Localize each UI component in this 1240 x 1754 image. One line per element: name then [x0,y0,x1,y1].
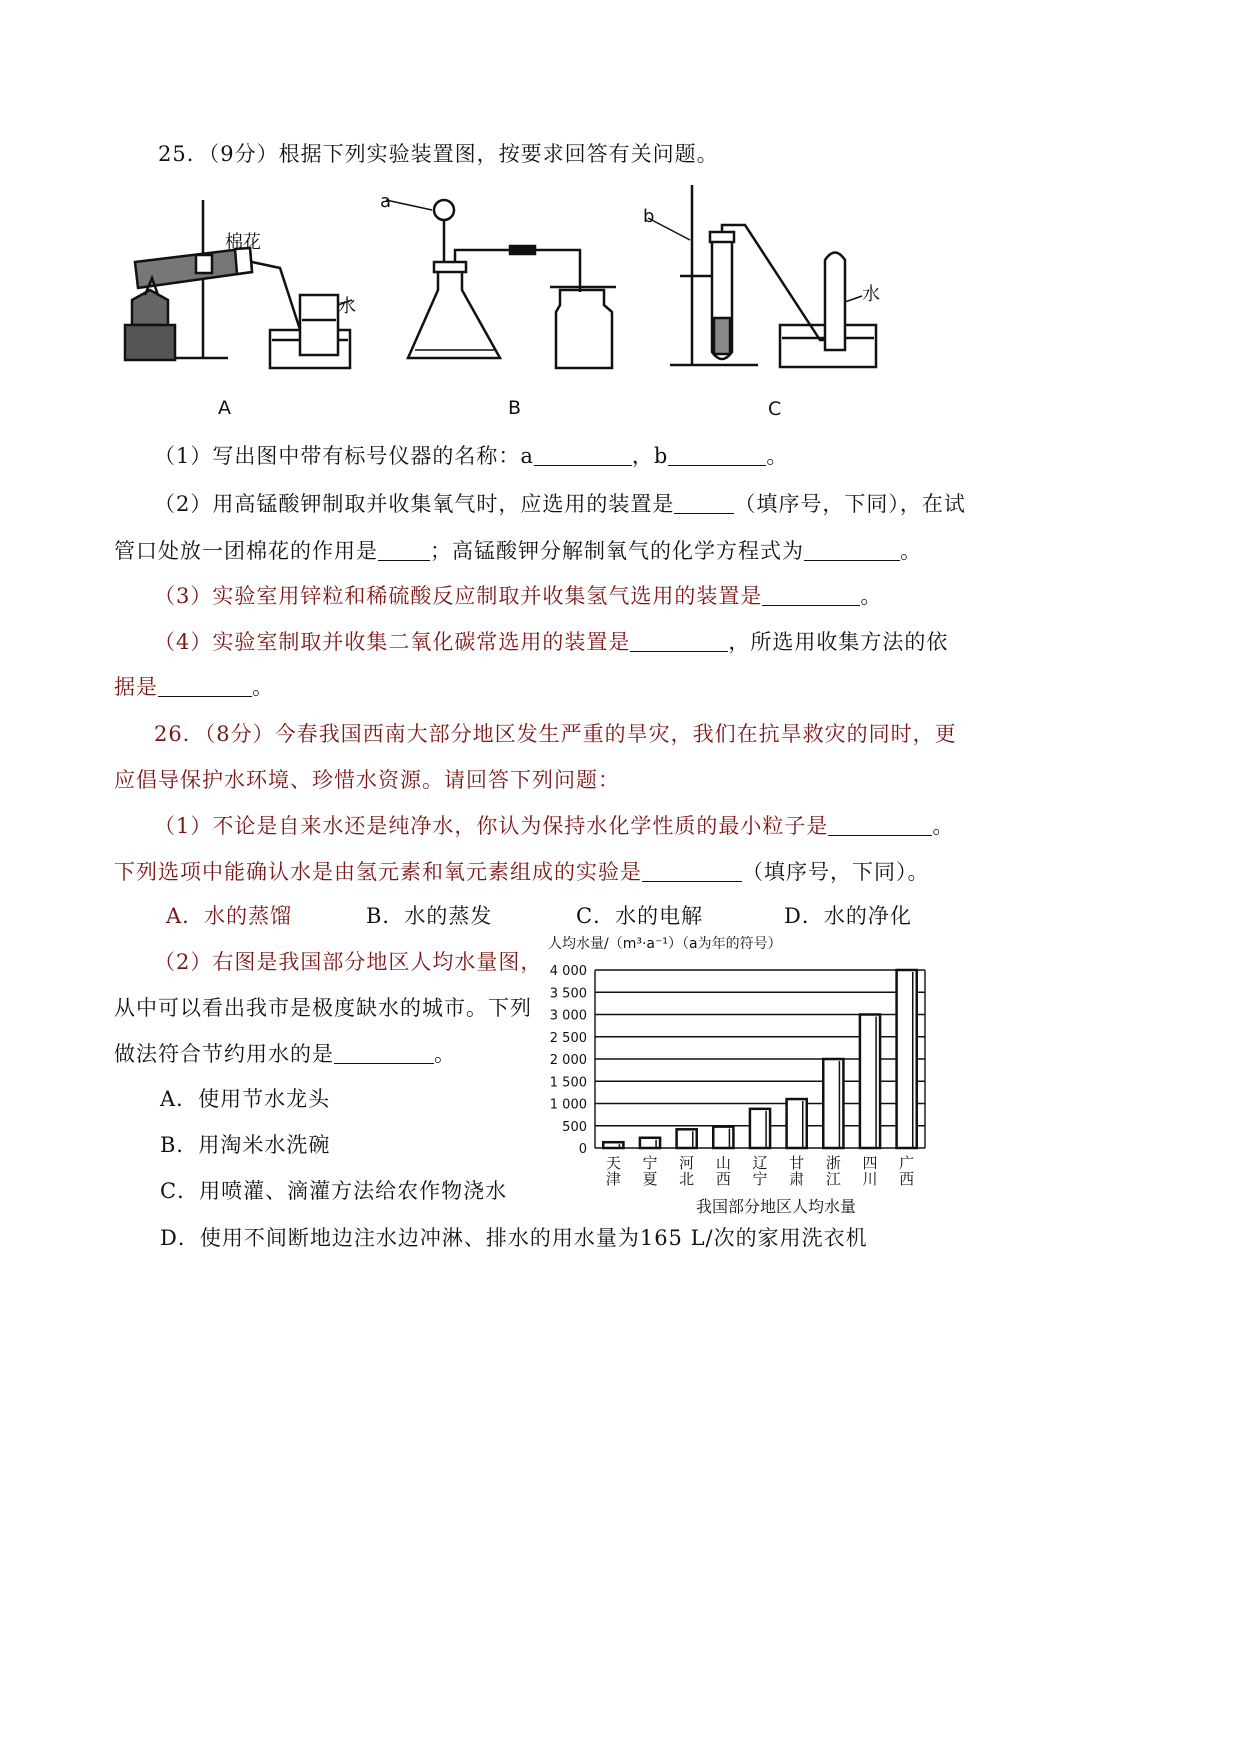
option-c-electrolysis: C．水的电解 [576,904,704,928]
water-per-capita-chart [540,930,960,1220]
answer-blank-2a[interactable] [674,493,734,514]
answer-blank-26-1b[interactable] [642,861,742,882]
x-tick-label-8-0: 广 [899,1154,915,1172]
q25-part4-after: ，所选用收集方法的依 [728,630,949,654]
label-b: b [643,206,655,227]
label-water-a: 水 [338,296,356,317]
q25-part2 [154,488,966,518]
x-tick-label-7-1: 川 [862,1170,878,1188]
q26-part1b-text: 下列选项中能确认水是由氢元素和氧元素组成的实验是 [114,860,642,884]
x-tick-label-6-0: 浙 [825,1154,841,1172]
x-tick-label-0-0: 天 [605,1154,621,1172]
bar-7 [860,1015,880,1149]
q25-part4b-text: 据是 [114,675,158,699]
q25-part4 [154,626,948,656]
y-tick-label: 2 000 [549,1053,587,1068]
y-tick-label: 1 000 [549,1097,587,1113]
bar-3 [713,1127,733,1148]
q26-title [154,718,957,748]
q26-title-text: 26．（8分）今春我国西南大部分地区发生严重的旱灾，我们在抗旱救灾的同时，更 [154,722,957,746]
x-tick-label-4-1: 宁 [752,1170,768,1188]
option2-b: B．用淘米水洗碗 [160,1133,331,1157]
q26-part2c-end: 。 [434,1042,456,1066]
q25-part4b-end: 。 [252,675,274,699]
y-tick-label: 3 000 [549,1008,587,1024]
q25-part1 [154,440,788,470]
q25-part1-end: 。 [766,444,789,468]
bar-6 [823,1059,843,1148]
q25-part1-mid: ，b [631,444,669,468]
option2-d: D．使用不间断地边注水边冲淋、排水的用水量为165 L/次的家用洗衣机 [160,1226,868,1250]
q26-part1 [154,810,954,840]
answer-blank-26-1[interactable] [828,815,932,836]
option2-c: C．用喷灌、滴灌方法给农作物浇水 [160,1179,508,1203]
q25-part3 [154,580,882,610]
q26-part1b-after: （填序号，下同）。 [742,860,930,884]
option-d-purification: D．水的净化 [784,904,912,928]
y-tick-label: 4 000 [549,964,587,979]
caption-a: A [218,397,231,419]
answer-blank-4a[interactable] [630,631,728,652]
y-tick-label: 2 500 [549,1030,587,1046]
x-tick-label-6-1: 江 [825,1170,841,1188]
apparatus-figure [0,0,1240,460]
q25-part2b-text: 管口处放一团棉花的作用是 [114,539,378,563]
label-cotton: 棉花 [225,232,261,253]
q26-part1-end: 。 [932,814,955,838]
q26-part2c-text: 做法符合节约用水的是 [114,1042,334,1066]
q25-title: 25．（9分）根据下列实验装置图，按要求回答有关问题。 [158,142,719,166]
q26-title2: 应倡导保护水环境、珍惜水资源。请回答下列问题： [114,768,620,792]
q25-part1-text: （1）写出图中带有标号仪器的名称：a [154,444,534,468]
bar-4 [750,1109,770,1148]
bar-0 [603,1142,623,1148]
q25-part2b-mid: ；高锰酸钾分解制氧气的化学方程式为 [430,539,804,563]
answer-blank-4b[interactable] [158,676,252,697]
q26-part2c [114,1038,456,1068]
bar-2 [677,1129,697,1148]
x-tick-label-3-0: 山 [715,1154,731,1172]
x-tick-label-7-0: 四 [862,1154,878,1172]
q26-part2a: （2）右图是我国部分地区人均水量图， [154,950,543,974]
q26-part2b: 从中可以看出我市是极度缺水的城市。下列 [114,996,532,1020]
option2-a: A．使用节水龙头 [160,1087,331,1111]
caption-b: B [508,397,522,419]
answer-blank-2b[interactable] [378,540,430,561]
x-tick-label-0-1: 津 [605,1170,621,1188]
q25-part2-text: （2）用高锰酸钾制取并收集氧气时，应选用的装置是 [154,492,675,516]
q25-part3-end: 。 [860,584,883,608]
y-tick-label: 1 500 [549,1075,587,1091]
x-tick-label-5-0: 甘 [789,1154,805,1172]
q26-part1b [114,856,930,886]
x-tick-label-5-1: 肃 [789,1170,805,1188]
q25-part3-text: （3）实验室用锌粒和稀硫酸反应制取并收集氢气选用的装置是 [154,584,763,608]
q25-part2-after: （填序号，下同），在试 [734,492,966,516]
x-tick-label-2-1: 北 [679,1170,695,1188]
y-tick-label: 500 [562,1119,587,1135]
x-tick-label-1-0: 宁 [642,1154,658,1172]
option-a-distillation: A．水的蒸馏 [166,904,293,928]
label-water-c: 水 [862,284,880,305]
y-tick-label: 0 [578,1142,587,1157]
answer-blank-3[interactable] [762,585,860,606]
label-a: a [380,191,392,212]
x-tick-label-3-1: 西 [715,1170,731,1188]
q25-part4-text: （4）实验室制取并收集二氧化碳常选用的装置是 [154,630,631,654]
caption-c: C [768,398,782,420]
x-tick-label-4-0: 辽 [752,1154,768,1172]
q26-part1-text: （1）不论是自来水还是纯净水，你认为保持水化学性质的最小粒子是 [154,814,829,838]
bar-5 [787,1099,807,1148]
q25-part2b-end: 。 [900,539,922,563]
x-tick-label-2-0: 河 [679,1154,695,1172]
q25-part4b [114,671,274,701]
x-tick-label-1-1: 夏 [642,1170,658,1188]
option-b-evaporation: B．水的蒸发 [366,904,493,928]
answer-blank-2c[interactable] [804,540,900,561]
answer-blank-a[interactable] [534,445,632,466]
bar-1 [640,1138,660,1148]
q25-part2b [114,535,922,565]
bar-8 [897,970,917,1148]
y-tick-label: 3 500 [549,986,587,1002]
x-tick-label-8-1: 西 [899,1170,915,1188]
answer-blank-26-2[interactable] [334,1043,434,1064]
chart-ylabel: 人均水量/（m³·a⁻¹）（a为年的符号） [548,936,782,952]
chart-xlabel: 我国部分地区人均水量 [695,1197,857,1216]
answer-blank-b[interactable] [668,445,766,466]
